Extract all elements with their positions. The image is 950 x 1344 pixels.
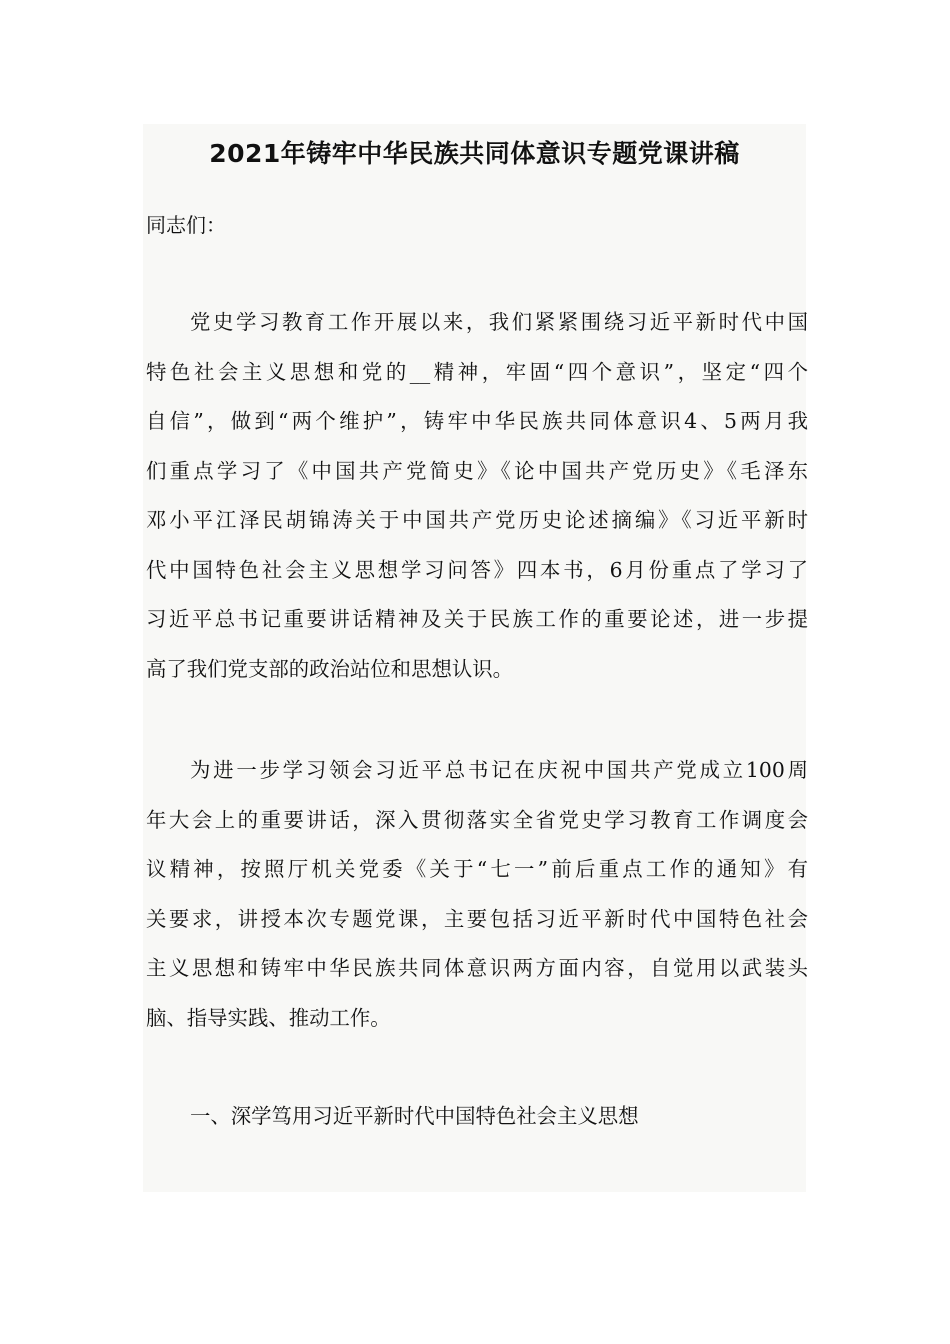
paragraph-line: 脑、指导实践、推动工作。 bbox=[146, 1005, 391, 1030]
paragraph-line: 特色社会主义思想和党的__精神，牢固“四个意识”，坚定“四个 bbox=[146, 359, 808, 384]
paragraph-line: 高了我们党支部的政治站位和思想认识。 bbox=[146, 656, 514, 681]
paragraph-line: 习近平总书记重要讲话精神及关于民族工作的重要论述，进一步提 bbox=[146, 607, 808, 631]
paragraph-line: 代中国特色社会主义思想学习问答》四本书，6月份重点了学习了 bbox=[146, 557, 808, 582]
paragraph-line: 自信”，做到“两个维护”，铸牢中华民族共同体意识4、5两月我 bbox=[146, 409, 808, 433]
paragraph-line: 为进一步学习领会习近平总书记在庆祝中国共产党成立100周 bbox=[190, 758, 808, 782]
section-heading: 一、深学笃用习近平新时代中国特色社会主义思想 bbox=[190, 1104, 639, 1128]
salutation: 同志们： bbox=[146, 213, 226, 237]
paragraph-line: 关要求，讲授本次专题党课，主要包括习近平新时代中国特色社会 bbox=[146, 906, 808, 931]
paragraph-line: 们重点学习了《中国共产党简史》《论中国共产党历史》《毛泽东 bbox=[146, 458, 808, 483]
paragraph-line: 邓小平江泽民胡锦涛关于中国共产党历史论述摘编》《习近平新时 bbox=[146, 508, 808, 532]
paragraph-line: 年大会上的重要讲话，深入贯彻落实全省党史学习教育工作调度会 bbox=[146, 807, 808, 832]
paragraph-line: 主义思想和铸牢中华民族共同体意识两方面内容，自觉用以武装头 bbox=[146, 956, 808, 980]
paragraph-line: 议精神，按照厅机关党委《关于“七一”前后重点工作的通知》有 bbox=[146, 857, 808, 881]
paragraph-2 bbox=[146, 746, 808, 1043]
paragraph-1 bbox=[146, 298, 808, 694]
document-title: 2021年铸牢中华民族共同体意识专题党课讲稿 bbox=[209, 139, 740, 168]
paragraph-line: 党史学习教育工作开展以来，我们紧紧围绕习近平新时代中国 bbox=[190, 310, 808, 334]
